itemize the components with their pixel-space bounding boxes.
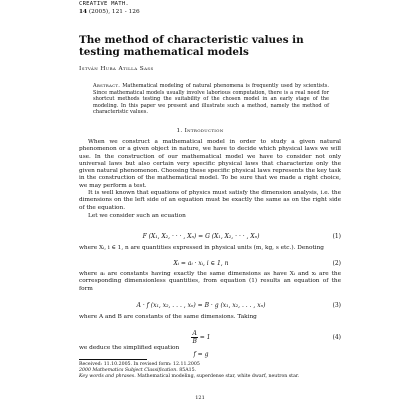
abstract-text: Mathematical modeling of natural phenomena is frequently used by scientists. Since mathematical models usually involve laborious computation, there is a real need for shortcut methods testing the suitability of the chosen model in an early stage of the modeling. In this paper we present and illustrate such a method, namely the method of characteristic values.	[93, 83, 329, 116]
equation-4-fraction	[191, 330, 197, 345]
paragraph-consider	[79, 213, 341, 220]
paragraph-deduce-text: we deduce the simplified equation	[79, 345, 180, 351]
equation-1	[79, 232, 341, 242]
equation-3-body: A · f (x₁, x₂, . . . , xₙ) = B · g (x₁, x₂, . . . , xₙ)	[136, 302, 266, 309]
paragraph-dimension-text: It is well known that equations of physics must satisfy the dimension analysis, i.e. the dimensions on the left side of an equation must be exactly the same as on the right side of the equation.	[79, 190, 341, 211]
footnote-keywords-value: Mathematical modeling, superdense star, white dwarf, neutron star.	[137, 374, 300, 379]
equation-5-body: f = g	[193, 351, 209, 358]
equation-2-body: Xᵢ = aᵢ · xᵢ, i ∈ 1, n	[173, 260, 229, 267]
paragraph-consider-text: Let we consider such an ecuation	[88, 213, 186, 219]
equation-4-denominator: B	[192, 338, 197, 345]
paragraph-where-xi	[79, 245, 341, 252]
volume-number: 14	[79, 9, 88, 15]
year-pages: (2005), 121 - 126	[88, 9, 140, 15]
section-title: Introduction	[184, 128, 224, 134]
paragraph-where-ai	[79, 271, 341, 293]
footnote-keywords	[79, 374, 299, 380]
paragraph-where-xi-text: where Xᵢ, i ∈ 1, n are quantities expressed in physical units (m, kg, s etc.). Denoting	[79, 245, 324, 251]
footnote-received: Received: 11.10.2005. In revised form: 12.11.2005	[79, 362, 200, 367]
footnote-msc-value: 85A15.	[179, 368, 197, 373]
equation-1-body: F (X₁, X₂, · · · , Xₙ) = G (X₁, X₂, · · · , Xₙ)	[142, 233, 260, 240]
footnote-rule	[79, 359, 147, 360]
equation-4	[79, 330, 341, 346]
equation-1-number: (1)	[332, 233, 341, 240]
paper-authors: István Huba Atilla Sass	[79, 66, 154, 72]
footnote-msc	[79, 368, 196, 374]
journal-name: CREATIVE MATH.	[79, 1, 129, 7]
equation-4-rhs: = 1	[199, 334, 211, 341]
equation-3	[79, 301, 341, 311]
section-number: 1.	[176, 128, 183, 134]
paragraph-dimension	[79, 190, 341, 212]
equation-2	[79, 259, 341, 269]
paragraph-where-ab-text: where A and B are constants of the same dimensions. Taking	[79, 314, 257, 320]
footnote-msc-label: 2000 Mathematics Subject Classification.	[79, 368, 178, 373]
paper-title: The method of characteristic values in testing mathematical models	[79, 34, 304, 58]
abstract	[93, 83, 329, 116]
equation-2-number: (2)	[332, 260, 341, 267]
volume-line	[79, 9, 140, 15]
abstract-label: Abstract.	[93, 83, 121, 89]
page-number: 121	[195, 395, 205, 401]
section-heading	[0, 128, 400, 134]
paragraph-intro-text: When we construct a mathematical model in order to study a given natural phenomenon or a given object in nature, we have to decide which physical laws we will use. In the construction of our mathematical model we have to consider not only universal laws but also certain very specific physical laws that characterize only the given natural phenomenon. Choosing these specific physical laws represents the key task in the construction of the mathematical model. To be sure that we made a right choice, we may perform a test.	[79, 139, 341, 189]
paragraph-intro	[79, 139, 341, 190]
equation-4-number: (4)	[332, 334, 341, 341]
equation-4-numerator: A	[192, 330, 197, 337]
footnote-keywords-label: Key words and phrases.	[79, 374, 136, 379]
paragraph-where-ab	[79, 314, 341, 321]
paragraph-where-ai-text: where aᵢ are constants having exactly the same dimensions as have Xᵢ and xᵢ are the corresponding dimensionless quantities, from equation (1) results an equation of the form	[79, 271, 341, 292]
equation-4-body	[79, 330, 323, 346]
equation-3-number: (3)	[332, 302, 341, 309]
